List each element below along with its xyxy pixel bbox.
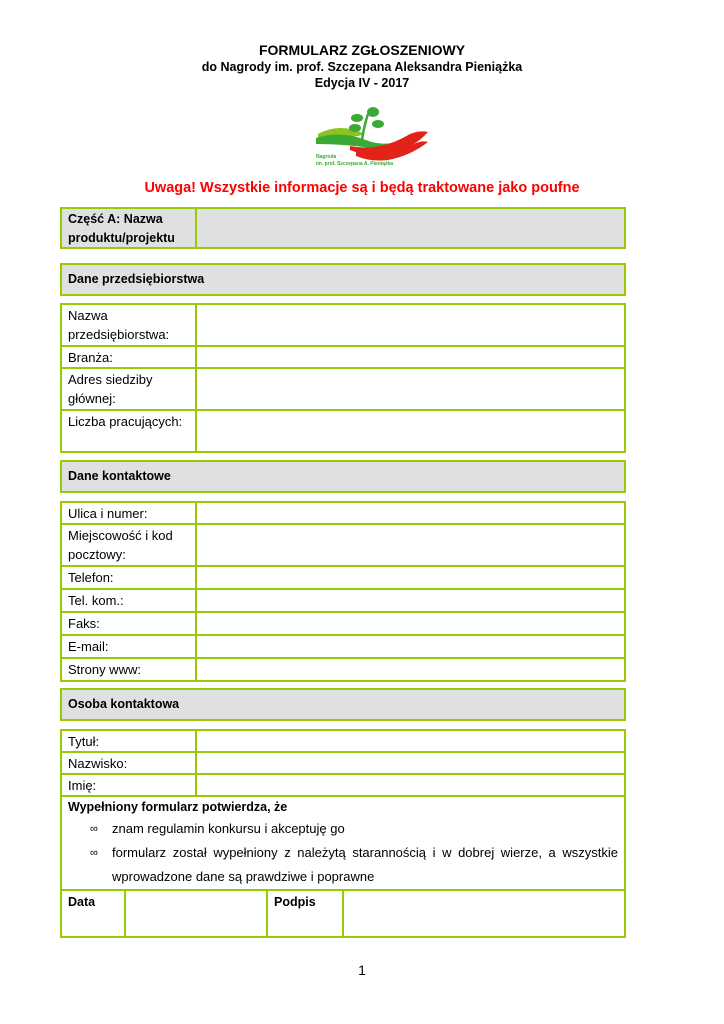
part-a-input[interactable]	[197, 209, 624, 247]
infinity-bullet-icon: ∞	[90, 847, 98, 859]
document-header	[0, 42, 724, 91]
person-section-header	[60, 688, 626, 721]
award-logo	[310, 104, 430, 170]
phone-input[interactable]	[197, 567, 624, 588]
award-subtitle: do Nagrody im. prof. Szczepana Aleksandra Pieniążka	[201, 60, 523, 74]
signature-label: Podpis	[268, 891, 344, 936]
contact-section-title: Dane kontaktowe	[68, 469, 171, 483]
signature-row	[62, 889, 624, 936]
contact-section-header	[60, 460, 626, 493]
company-name-label: Nazwa przedsiębiorstwa:	[62, 305, 197, 345]
confidentiality-warning: Uwaga! Wszystkie informacje są i będą traktowane jako poufne	[144, 180, 580, 196]
title-label: Tytuł:	[62, 731, 197, 751]
first-name-input[interactable]	[197, 775, 624, 795]
website-label: Strony www:	[62, 659, 197, 680]
person-confirmation-table	[60, 729, 626, 938]
street-label: Ulica i numer:	[62, 503, 197, 523]
svg-text:Nagroda: Nagroda	[316, 154, 337, 160]
mobile-label: Tel. kom.:	[62, 590, 197, 611]
plant-logo-icon	[310, 104, 430, 170]
phone-label: Telefon:	[62, 567, 197, 588]
employees-input[interactable]	[197, 411, 624, 451]
svg-text:im. prof. Szczepana A. Pieniąż: im. prof. Szczepana A. Pieniążka	[316, 161, 394, 167]
confirmation-item: ∞ znam regulamin konkursu i akceptuję go	[68, 817, 618, 841]
confirmation-block	[62, 795, 624, 889]
infinity-bullet-icon: ∞	[90, 823, 98, 835]
employees-label: Liczba pracujących:	[62, 411, 197, 451]
email-label: E-mail:	[62, 636, 197, 657]
confirmation-item: ∞ formularz został wypełniony z należytą starannością i w dobrej wierze, a wszystkie wprowadzone dane są prawdziwe i poprawne	[68, 841, 618, 889]
industry-label: Branża:	[62, 347, 197, 367]
surname-label: Nazwisko:	[62, 753, 197, 773]
confirmation-title: Wypełniony formularz potwierdza, że	[68, 800, 288, 814]
company-name-input[interactable]	[197, 305, 624, 345]
contact-fields-table	[60, 501, 626, 682]
headquarters-label: Adres siedziby głównej:	[62, 369, 197, 409]
fax-label: Faks:	[62, 613, 197, 634]
page-number: 1	[358, 962, 366, 978]
part-a-label: Część A: Nazwa produktu/projektu	[62, 209, 197, 247]
city-postcode-input[interactable]	[197, 525, 624, 565]
headquarters-input[interactable]	[197, 369, 624, 409]
part-a-box	[60, 207, 626, 249]
city-postcode-label: Miejscowość i kod pocztowy:	[62, 525, 197, 565]
fax-input[interactable]	[197, 613, 624, 634]
website-input[interactable]	[197, 659, 624, 680]
date-input[interactable]	[126, 891, 268, 936]
form-title: FORMULARZ ZGŁOSZENIOWY	[258, 42, 466, 58]
edition-label: Edycja IV - 2017	[314, 76, 410, 90]
industry-input[interactable]	[197, 347, 624, 367]
first-name-label: Imię:	[62, 775, 197, 795]
company-section-title: Dane przedsiębiorstwa	[68, 272, 205, 286]
person-section-title: Osoba kontaktowa	[68, 697, 180, 711]
signature-input[interactable]	[344, 891, 624, 936]
title-input[interactable]	[197, 731, 624, 751]
street-input[interactable]	[197, 503, 624, 523]
company-fields-table	[60, 303, 626, 453]
company-section-header	[60, 263, 626, 296]
date-label: Data	[62, 891, 126, 936]
email-input[interactable]	[197, 636, 624, 657]
surname-input[interactable]	[197, 753, 624, 773]
mobile-input[interactable]	[197, 590, 624, 611]
